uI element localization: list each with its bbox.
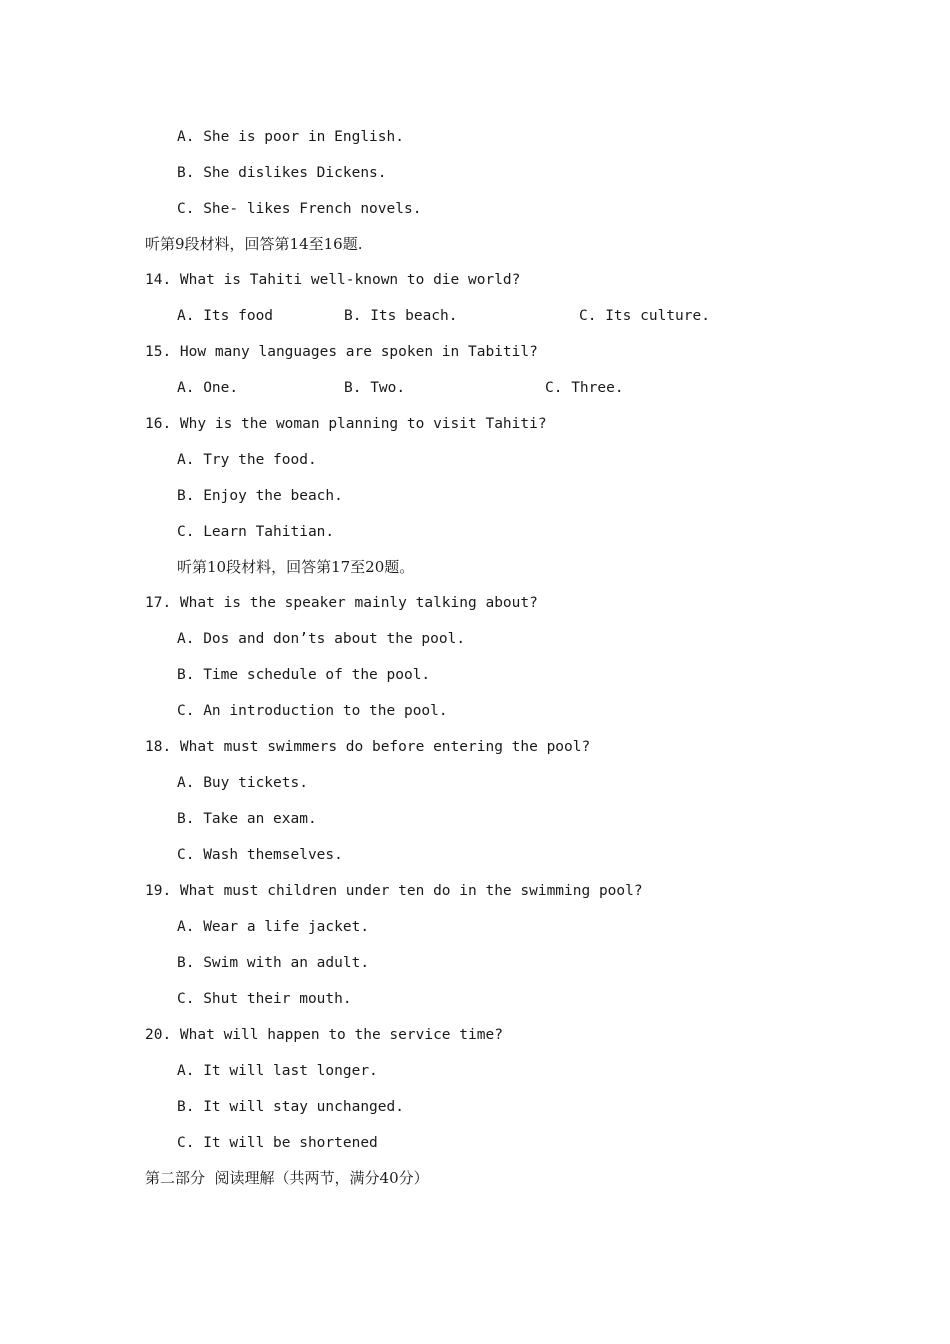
q14-option-a: A. Its food bbox=[177, 308, 274, 324]
q20-option-a: A. It will last longer. bbox=[177, 1063, 378, 1079]
q15-option-a: A. One. bbox=[177, 380, 239, 396]
q18-option-c: C. Wash themselves. bbox=[177, 847, 343, 863]
q18-option-a: A. Buy tickets. bbox=[177, 775, 308, 791]
q15-option-b: B. Two. bbox=[344, 380, 406, 396]
q16-option-a: A. Try the food. bbox=[177, 452, 317, 468]
q19-option-a: A. Wear a life jacket. bbox=[177, 919, 370, 935]
q19-option-b: B. Swim with an adult. bbox=[177, 955, 370, 971]
q15-option-c: C. Three. bbox=[545, 380, 624, 396]
part2-header: 第二部分 阅读理解（共两节，满分40分） bbox=[145, 1169, 429, 1187]
q19-stem: 19. What must children under ten do in the swimming pool? bbox=[145, 883, 643, 899]
q16-option-c: C. Learn Tahitian. bbox=[177, 524, 335, 540]
q13-option-a: A. She is poor in English. bbox=[177, 129, 404, 145]
q18-option-b: B. Take an exam. bbox=[177, 811, 317, 827]
q20-stem: 20. What will happen to the service time? bbox=[145, 1027, 503, 1043]
q17-option-c: C. An introduction to the pool. bbox=[177, 703, 448, 719]
q15-stem: 15. How many languages are spoken in Tabitil? bbox=[145, 344, 538, 360]
q16-stem: 16. Why is the woman planning to visit Tahiti? bbox=[145, 416, 547, 432]
q17-stem: 17. What is the speaker mainly talking about? bbox=[145, 595, 538, 611]
q20-option-c: C. It will be shortened bbox=[177, 1135, 378, 1151]
q13-option-c: C. She- likes French novels. bbox=[177, 201, 422, 217]
q14-stem: 14. What is Tahiti well-known to die world? bbox=[145, 272, 521, 288]
q17-option-b: B. Time schedule of the pool. bbox=[177, 667, 431, 683]
q13-option-b: B. She dislikes Dickens. bbox=[177, 165, 387, 181]
q20-option-b: B. It will stay unchanged. bbox=[177, 1099, 404, 1115]
q16-option-b: B. Enjoy the beach. bbox=[177, 488, 343, 504]
q17-option-a: A. Dos and don’ts about the pool. bbox=[177, 631, 466, 647]
q18-stem: 18. What must swimmers do before entering the pool? bbox=[145, 739, 591, 755]
section9-header: 听第9段材料，回答第14至16题. bbox=[145, 235, 363, 253]
q14-option-b: B. Its beach. bbox=[344, 308, 458, 324]
q19-option-c: C. Shut their mouth. bbox=[177, 991, 352, 1007]
section10-header: 听第10段材料，回答第17至20题。 bbox=[177, 558, 415, 576]
q14-option-c: C. Its culture. bbox=[579, 308, 710, 324]
